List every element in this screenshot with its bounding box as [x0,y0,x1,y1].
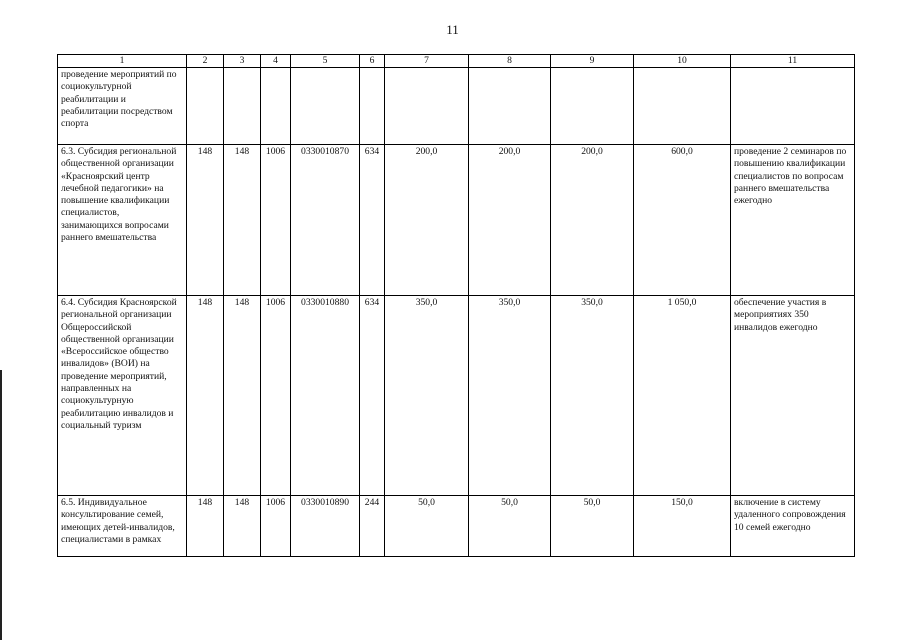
row-result: включение в систему удаленного сопровождения 10 семей ежегодно [731,496,855,557]
row-description: 6.4. Субсидия Красноярской региональной организации Общероссийской общественной организации «Всероссийское общество инвалидов» (ВОИ) на проведение мероприятий, направленных на социокультурную реабилитацию инвалидов и социальный туризм [58,296,187,496]
cell-col6: 634 [360,145,385,296]
header-row [58,55,855,68]
cell-col9: 200,0 [551,145,634,296]
cell-col8: 350,0 [469,296,551,496]
row-result [731,68,855,145]
row-description: 6.5. Индивидуальное консультирование семей, имеющих детей-инвалидов, специалистами в рамках [58,496,187,557]
cell-col9: 50,0 [551,496,634,557]
table-row [58,145,855,296]
cell-col10: 600,0 [634,145,731,296]
column-header-9: 9 [551,55,634,68]
cell-col2 [187,68,224,145]
cell-col2: 148 [187,496,224,557]
cell-col7: 350,0 [385,296,469,496]
cell-col5: 0330010880 [291,296,360,496]
cell-col9 [551,68,634,145]
column-header-4: 4 [261,55,291,68]
cell-col6: 244 [360,496,385,557]
cell-col9: 350,0 [551,296,634,496]
cell-col7 [385,68,469,145]
cell-col8 [469,68,551,145]
cell-col5 [291,68,360,145]
cell-col4 [261,68,291,145]
column-header-1: 1 [58,55,187,68]
row-result: обеспечение участия в мероприятиях 350 инвалидов ежегодно [731,296,855,496]
cell-col3: 148 [224,145,261,296]
scan-edge-line [0,370,2,640]
cell-col3 [224,68,261,145]
column-header-2: 2 [187,55,224,68]
cell-col7: 200,0 [385,145,469,296]
row-description: проведение мероприятий по социокультурной реабилитации и реабилитации посредством спорта [58,68,187,145]
cell-col10 [634,68,731,145]
row-result: проведение 2 семинаров по повышению квалификации специалистов по вопросам раннего вмешательства ежегодно [731,145,855,296]
cell-col10: 150,0 [634,496,731,557]
cell-col10: 1 050,0 [634,296,731,496]
cell-col2: 148 [187,145,224,296]
cell-col2: 148 [187,296,224,496]
column-header-5: 5 [291,55,360,68]
column-header-6: 6 [360,55,385,68]
column-header-3: 3 [224,55,261,68]
cell-col4: 1006 [261,496,291,557]
cell-col8: 200,0 [469,145,551,296]
table-row [58,496,855,557]
page-number: 11 [446,22,459,37]
cell-col3: 148 [224,296,261,496]
column-header-7: 7 [385,55,469,68]
cell-col5: 0330010890 [291,496,360,557]
column-header-8: 8 [469,55,551,68]
column-header-10: 10 [634,55,731,68]
cell-col6: 634 [360,296,385,496]
cell-col4: 1006 [261,296,291,496]
table-row [58,68,855,145]
cell-col5: 0330010870 [291,145,360,296]
budget-table [57,54,855,557]
row-description: 6.3. Субсидия региональной общественной организации «Красноярский центр лечебной педагогики» на повышение квалификации специалистов, занимающихся вопросами раннего вмешательства [58,145,187,296]
cell-col7: 50,0 [385,496,469,557]
cell-col4: 1006 [261,145,291,296]
cell-col3: 148 [224,496,261,557]
cell-col8: 50,0 [469,496,551,557]
column-header-11: 11 [731,55,855,68]
table-row [58,296,855,496]
cell-col6 [360,68,385,145]
